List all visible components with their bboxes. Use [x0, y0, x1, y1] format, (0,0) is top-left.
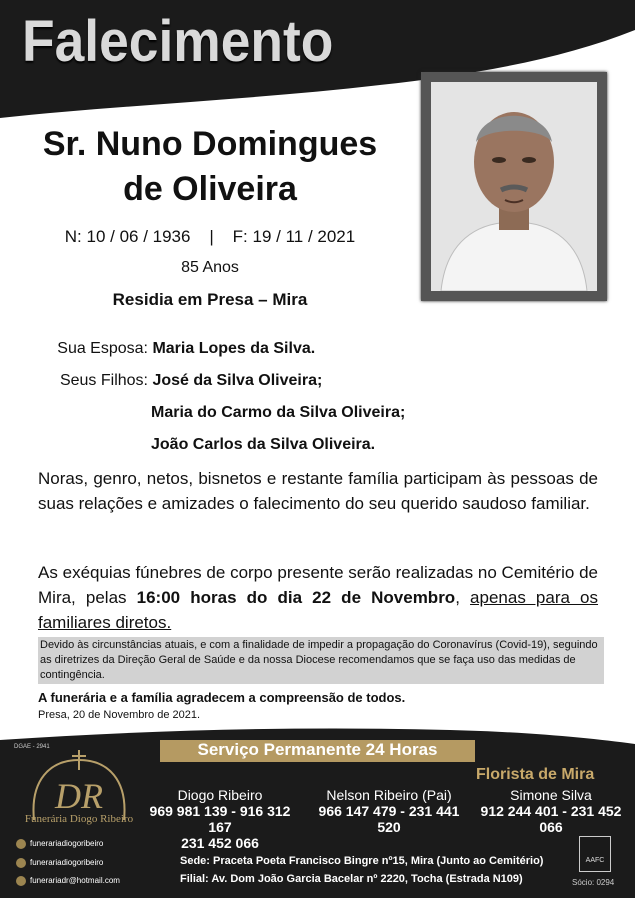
spouse-row: [38, 340, 315, 358]
funeral-restriction: apenas para os familiares diretos.: [38, 588, 599, 632]
children-row: [38, 372, 322, 390]
contact-name: Diogo Ribeiro: [177, 787, 263, 803]
funeral-text: As exéquias fúnebres de corpo presente serão realizadas no Cemitério de Mira, pelas: [38, 563, 598, 607]
spouse-name: Maria Lopes da Silva.: [152, 340, 316, 357]
badge-text: AAFC: [585, 857, 605, 864]
social-email[interactable]: [16, 875, 120, 887]
contact-nelson: [305, 787, 473, 835]
social-handle: funerariadiogoribeiro: [30, 858, 104, 867]
social-handle: funerariadr@hotmail.com: [30, 876, 120, 885]
instagram-icon: [16, 858, 26, 868]
deceased-name-line2: de Oliveira: [123, 170, 297, 208]
contact-name: Nelson Ribeiro (Pai): [326, 787, 452, 803]
social-instagram[interactable]: [16, 857, 103, 869]
child-name: Maria do Carmo da Silva Oliveira;: [151, 404, 406, 421]
contact-simone: [473, 787, 629, 835]
birth-death-dates: N: 10 / 06 / 1936 | F: 19 / 11 / 2021: [64, 227, 356, 246]
social-facebook[interactable]: [16, 838, 103, 850]
thanks-message: A funerária e a família agradecem a compreensão de todos.: [38, 690, 406, 705]
family-message: Noras, genro, netos, bisnetos e restante família participam às pessoas de suas relações e amizades o falecimento do seu querido saudoso familiar.: [38, 469, 598, 513]
funeral-time: 16:00 horas do dia 22 de Novembro: [136, 588, 456, 607]
facebook-icon: [16, 839, 26, 849]
service-banner: Serviço Permanente 24 Horas: [197, 740, 438, 759]
child-name: João Carlos da Silva Oliveira.: [151, 436, 376, 453]
child-name: José da Silva Oliveira;: [152, 372, 323, 389]
contact-phone: 969 981 139 - 916 312 167: [149, 803, 291, 835]
deceased-name-line1: Sr. Nuno Domingues: [42, 125, 378, 163]
place-date: Presa, 20 de Novembro de 2021.: [38, 709, 201, 721]
residence: Residia em Presa – Mira: [112, 290, 308, 309]
address-branch: Filial: Av. Dom João Garcia Bacelar nº 2220, Tocha (Estrada N109): [180, 873, 523, 885]
spouse-label: Sua Esposa:: [57, 340, 148, 357]
florista-label: Florista de Mira: [476, 766, 595, 783]
children-label: Seus Filhos:: [59, 372, 148, 389]
covid-notice: Devido às circunstâncias atuais, e com a finalidade de impedir a propagação do Coronavírus (Covid-19), seguindo as diretrizes da Direção Geral de Saúde e da nossa Diocese recomendamos que se faça uso das medidas de contingência.: [38, 637, 604, 684]
social-handle: funerariadiogoribeiro: [30, 839, 104, 848]
contact-diogo: [140, 787, 300, 851]
funeral-text-sep: ,: [455, 588, 471, 607]
portrait-photo: [421, 72, 607, 301]
member-number: Sócio: 0294: [572, 878, 615, 887]
logo-letters: DR: [55, 776, 103, 816]
contact-phone: 912 244 401 - 231 452 066: [480, 803, 622, 835]
portrait-illustration: [431, 82, 597, 291]
dgae-code: DGAE - 2941: [14, 744, 50, 750]
page-title: Falecimento: [22, 9, 334, 74]
contact-name: Simone Silva: [510, 787, 592, 803]
age: 85 Anos: [181, 259, 239, 276]
address-headquarters: Sede: Praceta Poeta Francisco Bingre nº15, Mira (Junto ao Cemitério): [180, 855, 544, 867]
funeral-details: [38, 560, 598, 635]
email-icon: [16, 876, 26, 886]
contact-phone: 966 147 479 - 231 441 520: [318, 803, 460, 835]
logo-name: Funerária Diogo Ribeiro: [24, 813, 134, 825]
contact-phone: 231 452 066: [181, 835, 259, 851]
association-badge: [579, 836, 611, 872]
